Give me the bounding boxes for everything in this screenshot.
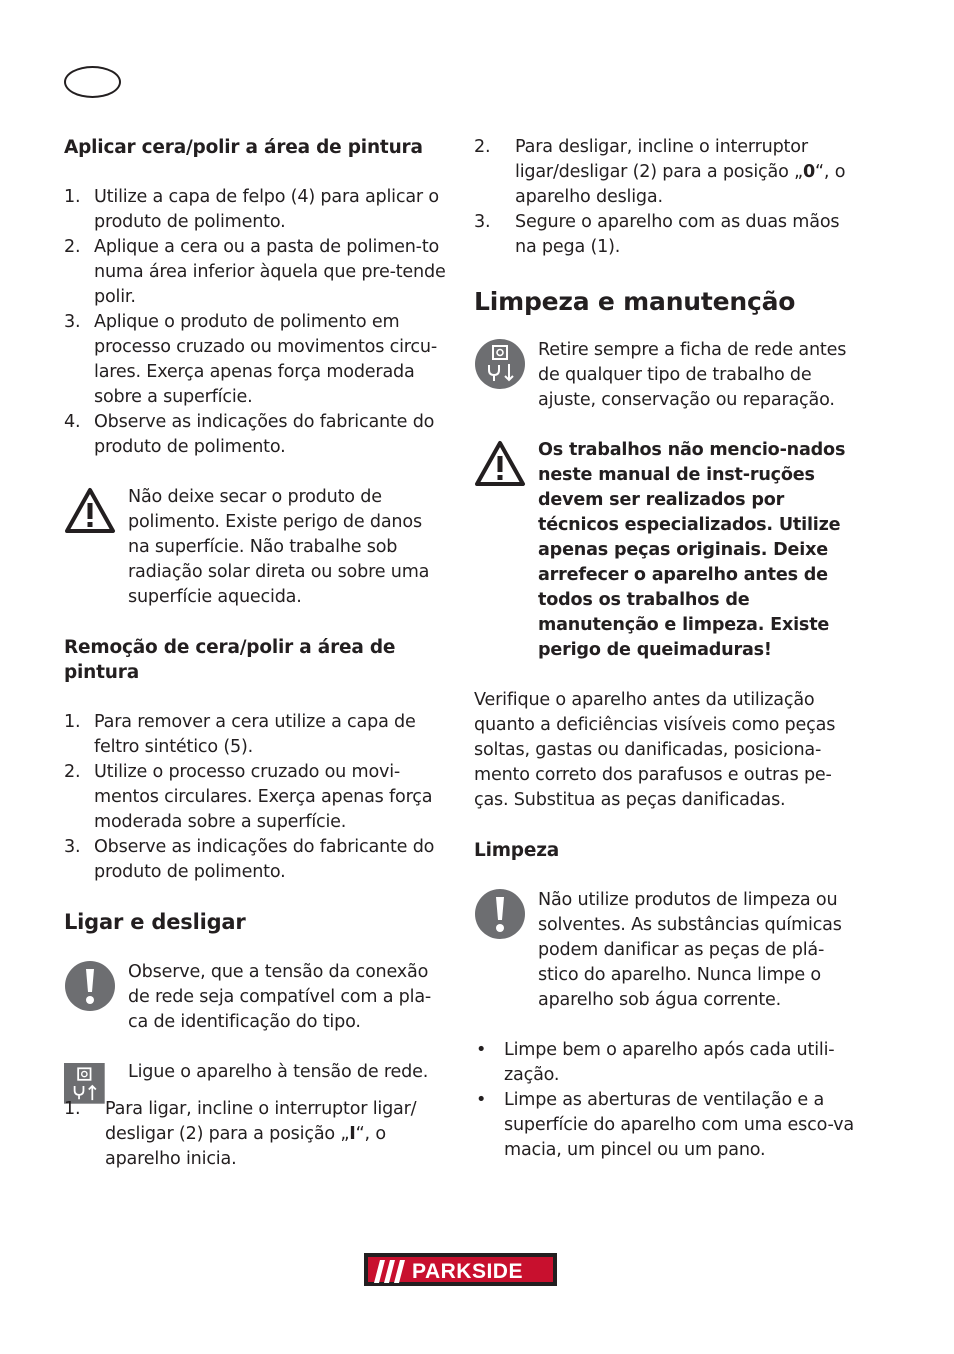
list-item: 3. Aplique o produto de polimento em processo cruzado ou movimentos circu-lares. Exerça apenas força moderada sobre a superfície.	[64, 312, 437, 407]
warning-note-drying	[64, 485, 448, 610]
heading-on-off: Ligar e desligar	[64, 910, 246, 934]
logo-stripes-icon	[374, 1260, 408, 1283]
exclamation-circle-icon	[64, 960, 116, 1012]
apply-wax-steps	[64, 185, 448, 460]
list-item: • Limpe as aberturas de ventilação e a superfície do aparelho com uma esco-va macia, um pincel ou um pano.	[476, 1090, 854, 1160]
plug-in-text: Ligue o aparelho à tensão de rede.	[128, 1062, 429, 1082]
unplug-text: Retire sempre a ficha de rede antes de qualquer tipo de trabalho de ajuste, conservação ou reparação.	[538, 340, 847, 410]
plug-disconnect-icon	[474, 338, 526, 390]
inspection-paragraph: Verifique o aparelho antes da utilização quanto a deficiências visíveis como peças soltas, gastas ou danificadas, posiciona-mento correto dos parafusos e outras pe-ças. Substitua as peças danificadas.	[474, 690, 836, 810]
warning-triangle-icon	[64, 485, 116, 537]
language-badge	[64, 66, 121, 98]
no-solvents-text: Não utilize produtos de limpeza ou solventes. As substâncias químicas podem danificar as peças de plá-stico do aparelho. Nunca limpe o aparelho sob água corrente.	[538, 890, 842, 1010]
list-item: 4. Observe as indicações do fabricante do produto de polimento.	[64, 412, 435, 457]
list-item: 3. Segure o aparelho com as duas mãos na pega (1).	[474, 212, 840, 257]
voltage-note	[64, 960, 448, 1035]
cleaning-bullets	[474, 1038, 860, 1163]
list-item: 2. Utilize o processo cruzado ou movi-mentos circulares. Exerça apenas força moderada sobre a superfície.	[64, 762, 433, 832]
right-column	[474, 135, 860, 1163]
list-item: 2. Aplique a cera ou a pasta de polimen-to numa área inferior àquela que pre-tende polir.	[64, 237, 446, 307]
warning-note-specialists	[474, 438, 860, 663]
heading-cleaning: Limpeza	[474, 840, 560, 861]
list-item: 1. Utilize a capa de felpo (4) para aplicar o produto de polimento.	[64, 187, 439, 232]
plug-in-note	[64, 1060, 448, 1085]
heading-apply-wax: Aplicar cera/polir a área de pintura	[64, 137, 423, 158]
no-solvents-note	[474, 888, 860, 1013]
parkside-logo	[364, 1253, 557, 1286]
unplug-note	[474, 338, 860, 413]
list-item: 3. Observe as indicações do fabricante do produto de polimento.	[64, 837, 435, 882]
switch-on-steps	[64, 1097, 448, 1172]
heading-remove-wax: Remoção de cera/polir a área de pintura	[64, 637, 396, 683]
logo-wordmark: PARKSIDE	[412, 1260, 523, 1283]
warning-text: Não deixe secar o produto de polimento. Existe perigo de danos na superfície. Não trabalhe sob radiação solar direta ou sobre uma superfície aquecida.	[128, 487, 430, 607]
list-item: • Limpe bem o aparelho após cada utili-zação.	[476, 1040, 835, 1085]
warning-triangle-icon	[474, 438, 526, 490]
list-item: 1. Para remover a cera utilize a capa de feltro sintético (5).	[64, 712, 416, 757]
left-column	[64, 135, 448, 1197]
exclamation-circle-icon	[474, 888, 526, 940]
heading-cleaning-maintenance: Limpeza e manutenção	[474, 287, 796, 316]
voltage-note-text: Observe, que a tensão da conexão de rede seja compatível com a pla-ca de identificação do tipo.	[128, 962, 432, 1032]
warning-bold-text: Os trabalhos não mencio-nados neste manual de inst-ruções devem ser realizados por técnicos especializados. Utilize apenas peças originais. Deixe arrefecer o aparelho antes de todos os trabalhos de manutenção e limpeza. Existe perigo de queimaduras!	[538, 440, 846, 660]
remove-wax-steps	[64, 710, 448, 885]
list-item: 1. Para ligar, incline o interruptor ligar/ desligar (2) para a posição „I“, o aparelho inicia.	[64, 1099, 417, 1169]
list-item: 2. Para desligar, incline o interruptor ligar/desligar (2) para a posição „0“, o aparelho desliga.	[474, 137, 846, 207]
switch-off-steps	[474, 135, 860, 260]
